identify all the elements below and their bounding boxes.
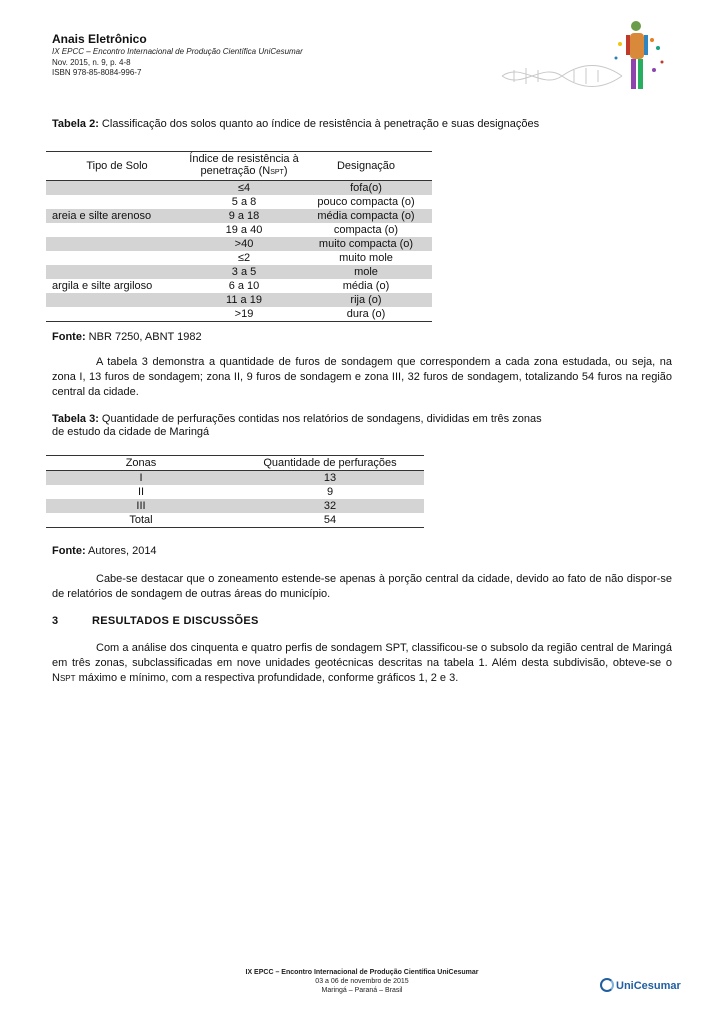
table3-source-label: Fonte: xyxy=(52,545,86,557)
zones-table-body xyxy=(46,471,424,528)
table-row xyxy=(46,251,432,265)
soil-classification-table xyxy=(46,151,432,322)
table-row xyxy=(46,499,424,513)
footer-dates: 03 a 06 de novembro de 2015 xyxy=(315,978,409,985)
table-row xyxy=(46,293,432,307)
resistance-index-cell: ≤2 xyxy=(237,252,251,264)
section-heading xyxy=(52,615,259,627)
soil-type-cell xyxy=(46,237,188,251)
table-row xyxy=(46,485,424,499)
resistance-index-cell: 5 a 8 xyxy=(231,196,257,208)
col-designation: Designação xyxy=(300,152,432,181)
swirl-icon xyxy=(600,978,614,992)
table-row xyxy=(46,237,432,251)
resistance-index-cell: 11 a 19 xyxy=(226,294,262,306)
footer-location: Maringá – Paraná – Brasil xyxy=(321,987,403,994)
table2-caption xyxy=(52,118,542,131)
resistance-index-cell: 9 a 18 xyxy=(228,210,260,222)
table3-source-text: Autores, 2014 xyxy=(85,545,157,557)
col-quantity: Quantidade de perfurações xyxy=(236,456,424,471)
table2-source xyxy=(52,331,202,343)
paragraph-results xyxy=(52,641,672,686)
soil-type-cell xyxy=(46,307,188,322)
resistance-index-cell: 6 a 10 xyxy=(228,280,260,292)
spt-subscript: SPT xyxy=(270,169,284,176)
paragraph-zoning: Cabe-se destacar que o zoneamento estende-se apenas à porção central da cidade, devido ao fato de não dispor-se de relatórios de sondagem de outras áreas do município. xyxy=(52,573,672,600)
quantity-cell: 13 xyxy=(323,472,337,484)
table2-source-label: Fonte: xyxy=(52,331,86,343)
designation-cell: dura (o) xyxy=(300,307,432,322)
isbn: ISBN 978-85-8084-996-7 xyxy=(52,68,142,77)
designation-cell: mole xyxy=(354,266,378,278)
soil-type-cell xyxy=(46,293,188,307)
soil-type-cell: argila e silte argiloso xyxy=(52,280,153,292)
volume-info: Nov. 2015, n. 9, p. 4-8 xyxy=(52,58,131,67)
logo-text: UniCesumar xyxy=(616,980,681,992)
soil-type-cell xyxy=(46,265,188,279)
table-row xyxy=(46,209,432,223)
soil-table-body xyxy=(46,181,432,322)
table-row xyxy=(46,513,424,528)
table-row xyxy=(46,195,432,209)
section-number: 3 xyxy=(52,615,59,627)
resistance-index-cell: >19 xyxy=(188,307,300,322)
designation-cell: rija (o) xyxy=(350,294,382,306)
table2-caption-label: Tabela 2: xyxy=(52,118,99,130)
quantity-cell: 9 xyxy=(326,486,334,498)
section-title: RESULTADOS E DISCUSSÕES xyxy=(92,615,259,627)
designation-cell: fofa(o) xyxy=(350,182,382,194)
quantity-cell: 54 xyxy=(236,513,424,528)
resistance-index-cell: 19 a 40 xyxy=(225,224,263,236)
designation-cell: muito mole xyxy=(339,252,393,264)
soil-type-cell: areia e silte arenoso xyxy=(52,210,152,222)
table2-source-text: NBR 7250, ABNT 1982 xyxy=(85,331,202,343)
resistance-index-label: Índice de resistência à penetração (N xyxy=(189,153,299,177)
designation-cell: muito compacta (o) xyxy=(318,238,414,250)
col-resistance-index xyxy=(188,152,300,181)
results-text-part1: Com a análise dos cinquenta e quatro perfis de sondagem SPT, classificou-se o subsolo da região central de Maringá em três zonas, subclassificadas em nove unidades geotécnicas descritas na tabela 1. Além desta subdivisão, obteve-se o N xyxy=(52,642,672,684)
table-header-row xyxy=(46,152,432,181)
designation-cell: média (o) xyxy=(342,280,390,292)
soil-type-cell xyxy=(46,251,188,265)
resistance-index-cell: 3 a 5 xyxy=(231,266,257,278)
dna-figure-logo xyxy=(492,18,682,100)
results-text-part2: máximo e mínimo, com a respectiva profundidade, conforme gráficos 1, 2 e 3. xyxy=(75,672,459,684)
drilling-zones-table xyxy=(46,455,424,528)
table-row xyxy=(46,181,432,196)
table-row xyxy=(46,223,432,237)
resistance-index-cell: >40 xyxy=(234,238,254,250)
soil-type-cell xyxy=(46,223,188,237)
table3-source xyxy=(52,545,157,557)
table-row xyxy=(46,307,432,322)
designation-cell: pouco compacta (o) xyxy=(317,196,415,208)
journal-title: Anais Eletrônico xyxy=(52,32,147,46)
zone-cell: Total xyxy=(46,513,236,528)
page-footer xyxy=(200,968,524,995)
soil-type-cell xyxy=(46,195,188,209)
table-row xyxy=(46,471,424,486)
spt-subscript: SPT xyxy=(59,674,76,683)
resistance-index-cell: ≤4 xyxy=(237,182,251,194)
table2-caption-text: Classificação dos solos quanto ao índice de resistência à penetração e suas designações xyxy=(98,118,540,130)
table-row xyxy=(46,265,432,279)
col-zones: Zonas xyxy=(46,456,236,471)
table3-caption-label: Tabela 3: xyxy=(52,413,99,425)
quantity-cell: 32 xyxy=(323,500,337,512)
unicesumar-logo xyxy=(600,978,681,992)
designation-cell: compacta (o) xyxy=(333,224,399,236)
zone-cell: II xyxy=(137,486,145,498)
event-name: IX EPCC – Encontro Internacional de Produção Científica UniCesumar xyxy=(52,47,303,56)
zone-cell: III xyxy=(136,500,146,512)
table3-caption xyxy=(52,413,542,439)
designation-cell: média compacta (o) xyxy=(317,210,415,222)
resistance-index-close: ) xyxy=(283,165,288,177)
table-header-row xyxy=(46,456,424,471)
table3-caption-text: Quantidade de perfurações contidas nos relatórios de sondagens, divididas em três zonas de estudo da cidade de Maringá xyxy=(52,413,542,438)
paragraph-table3-intro: A tabela 3 demonstra a quantidade de furos de sondagem que correspondem a cada zona estudada, ou seja, na zona I, 13 furos de sondagem; zona II, 9 furos de sondagem e zona III, 32 furos de sondagem, totalizando 54 furos na região central da cidade. xyxy=(52,356,672,398)
table-row xyxy=(46,279,432,293)
soil-type-cell xyxy=(46,181,188,196)
col-soil-type: Tipo de Solo xyxy=(46,152,188,181)
zone-cell: I xyxy=(139,472,143,484)
footer-event: IX EPCC – Encontro Internacional de Produção Científica UniCesumar xyxy=(245,969,479,976)
